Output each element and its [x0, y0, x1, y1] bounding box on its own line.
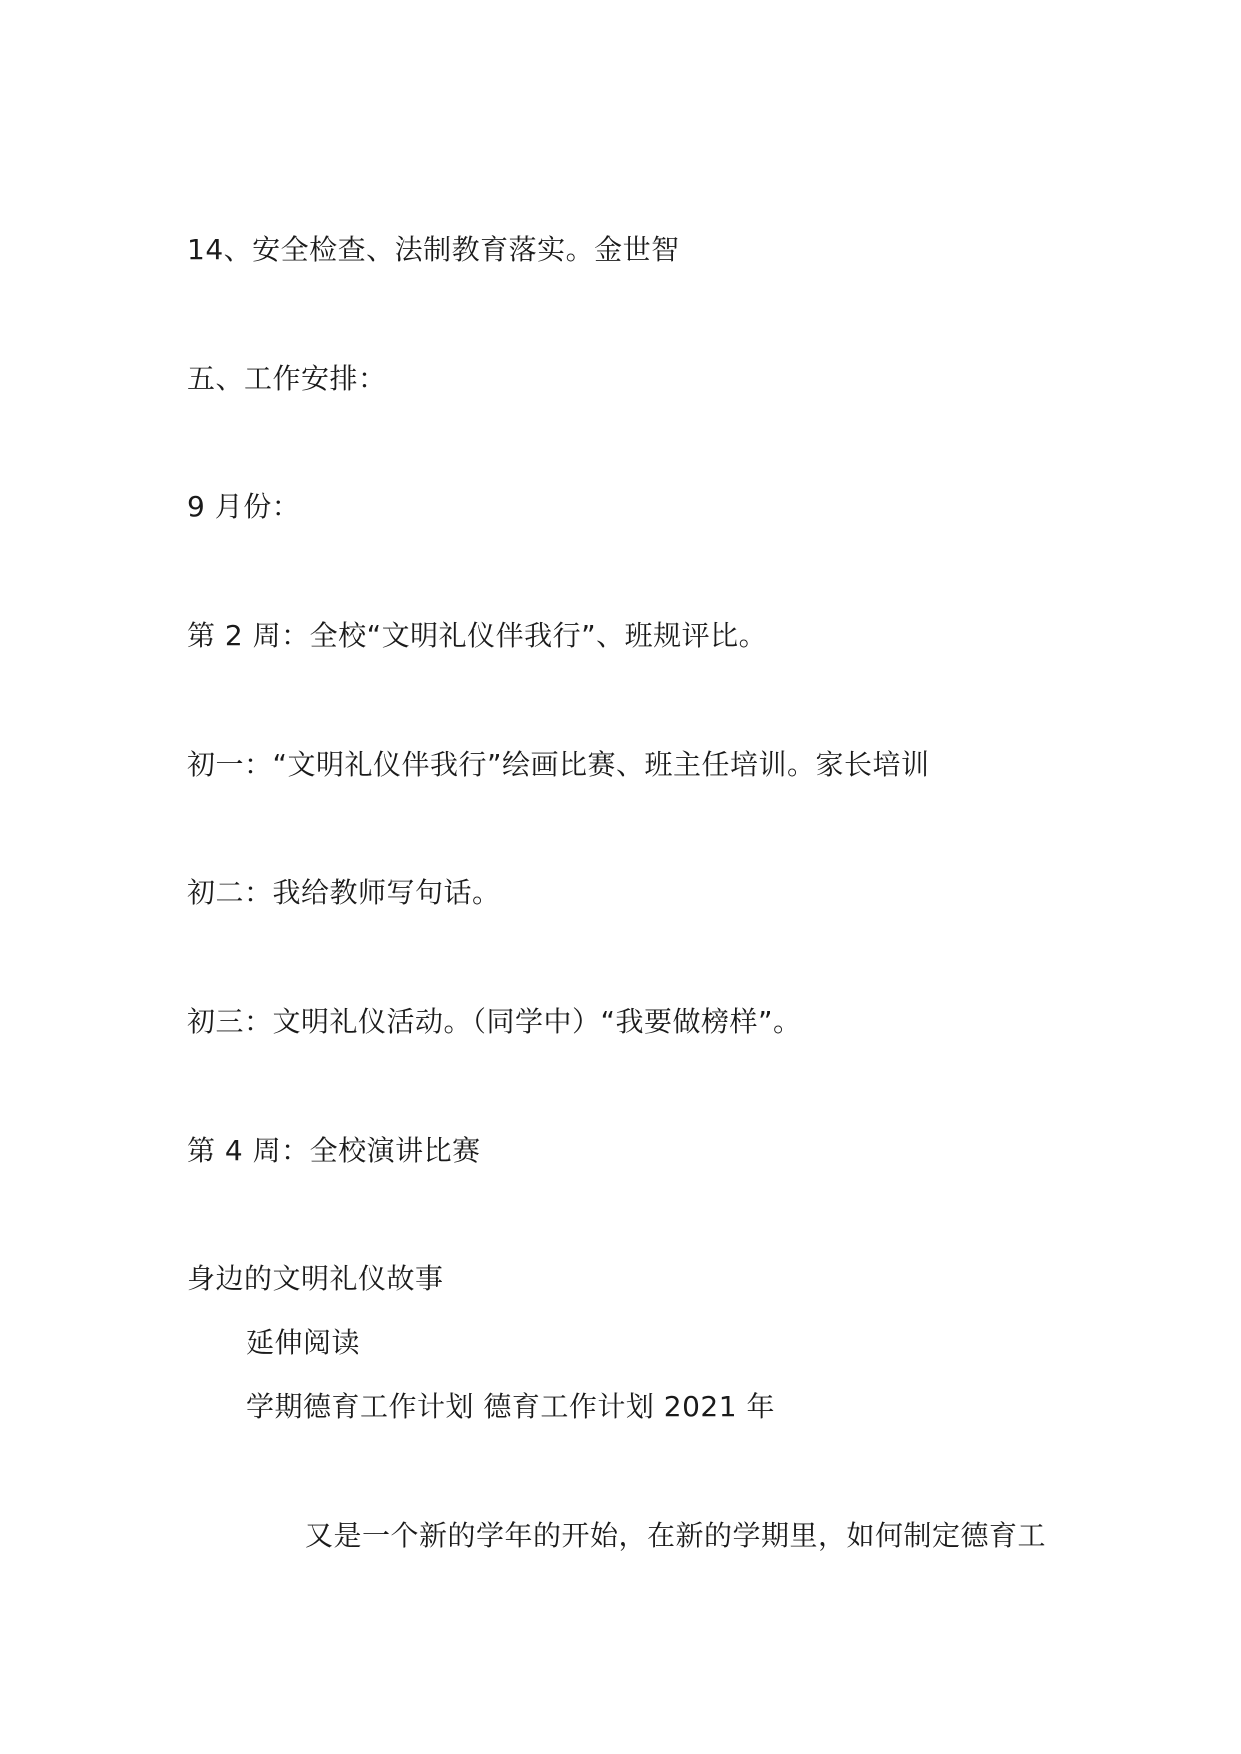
- etiquette-stories-line: 身边的文明礼仪故事: [187, 1262, 444, 1295]
- intro-paragraph: 又是一个新的学年的开始，在新的学期里，如何制定德育工: [305, 1519, 1047, 1552]
- grade-1-activity: 初一：“文明礼仪伴我行”绘画比赛、班主任培训。家长培训: [187, 748, 930, 781]
- week-4-schedule: 第 4 周：全校演讲比赛: [187, 1134, 481, 1167]
- extended-reading-heading: 延伸阅读: [246, 1326, 361, 1359]
- week-2-schedule: 第 2 周：全校“文明礼仪伴我行”、班规评比。: [187, 619, 768, 652]
- extended-reading-link[interactable]: 学期德育工作计划 德育工作计划 2021 年: [246, 1390, 775, 1423]
- month-heading-september: 9 月份：: [187, 490, 301, 523]
- item-14-safety-check: 14、安全检查、法制教育落实。金世智: [187, 233, 680, 266]
- grade-2-activity: 初二：我给教师写句话。: [187, 876, 501, 909]
- section-heading-work-arrangement: 五、工作安排：: [187, 362, 387, 395]
- grade-3-activity: 初三：文明礼仪活动。（同学中）“我要做榜样”。: [187, 1005, 802, 1038]
